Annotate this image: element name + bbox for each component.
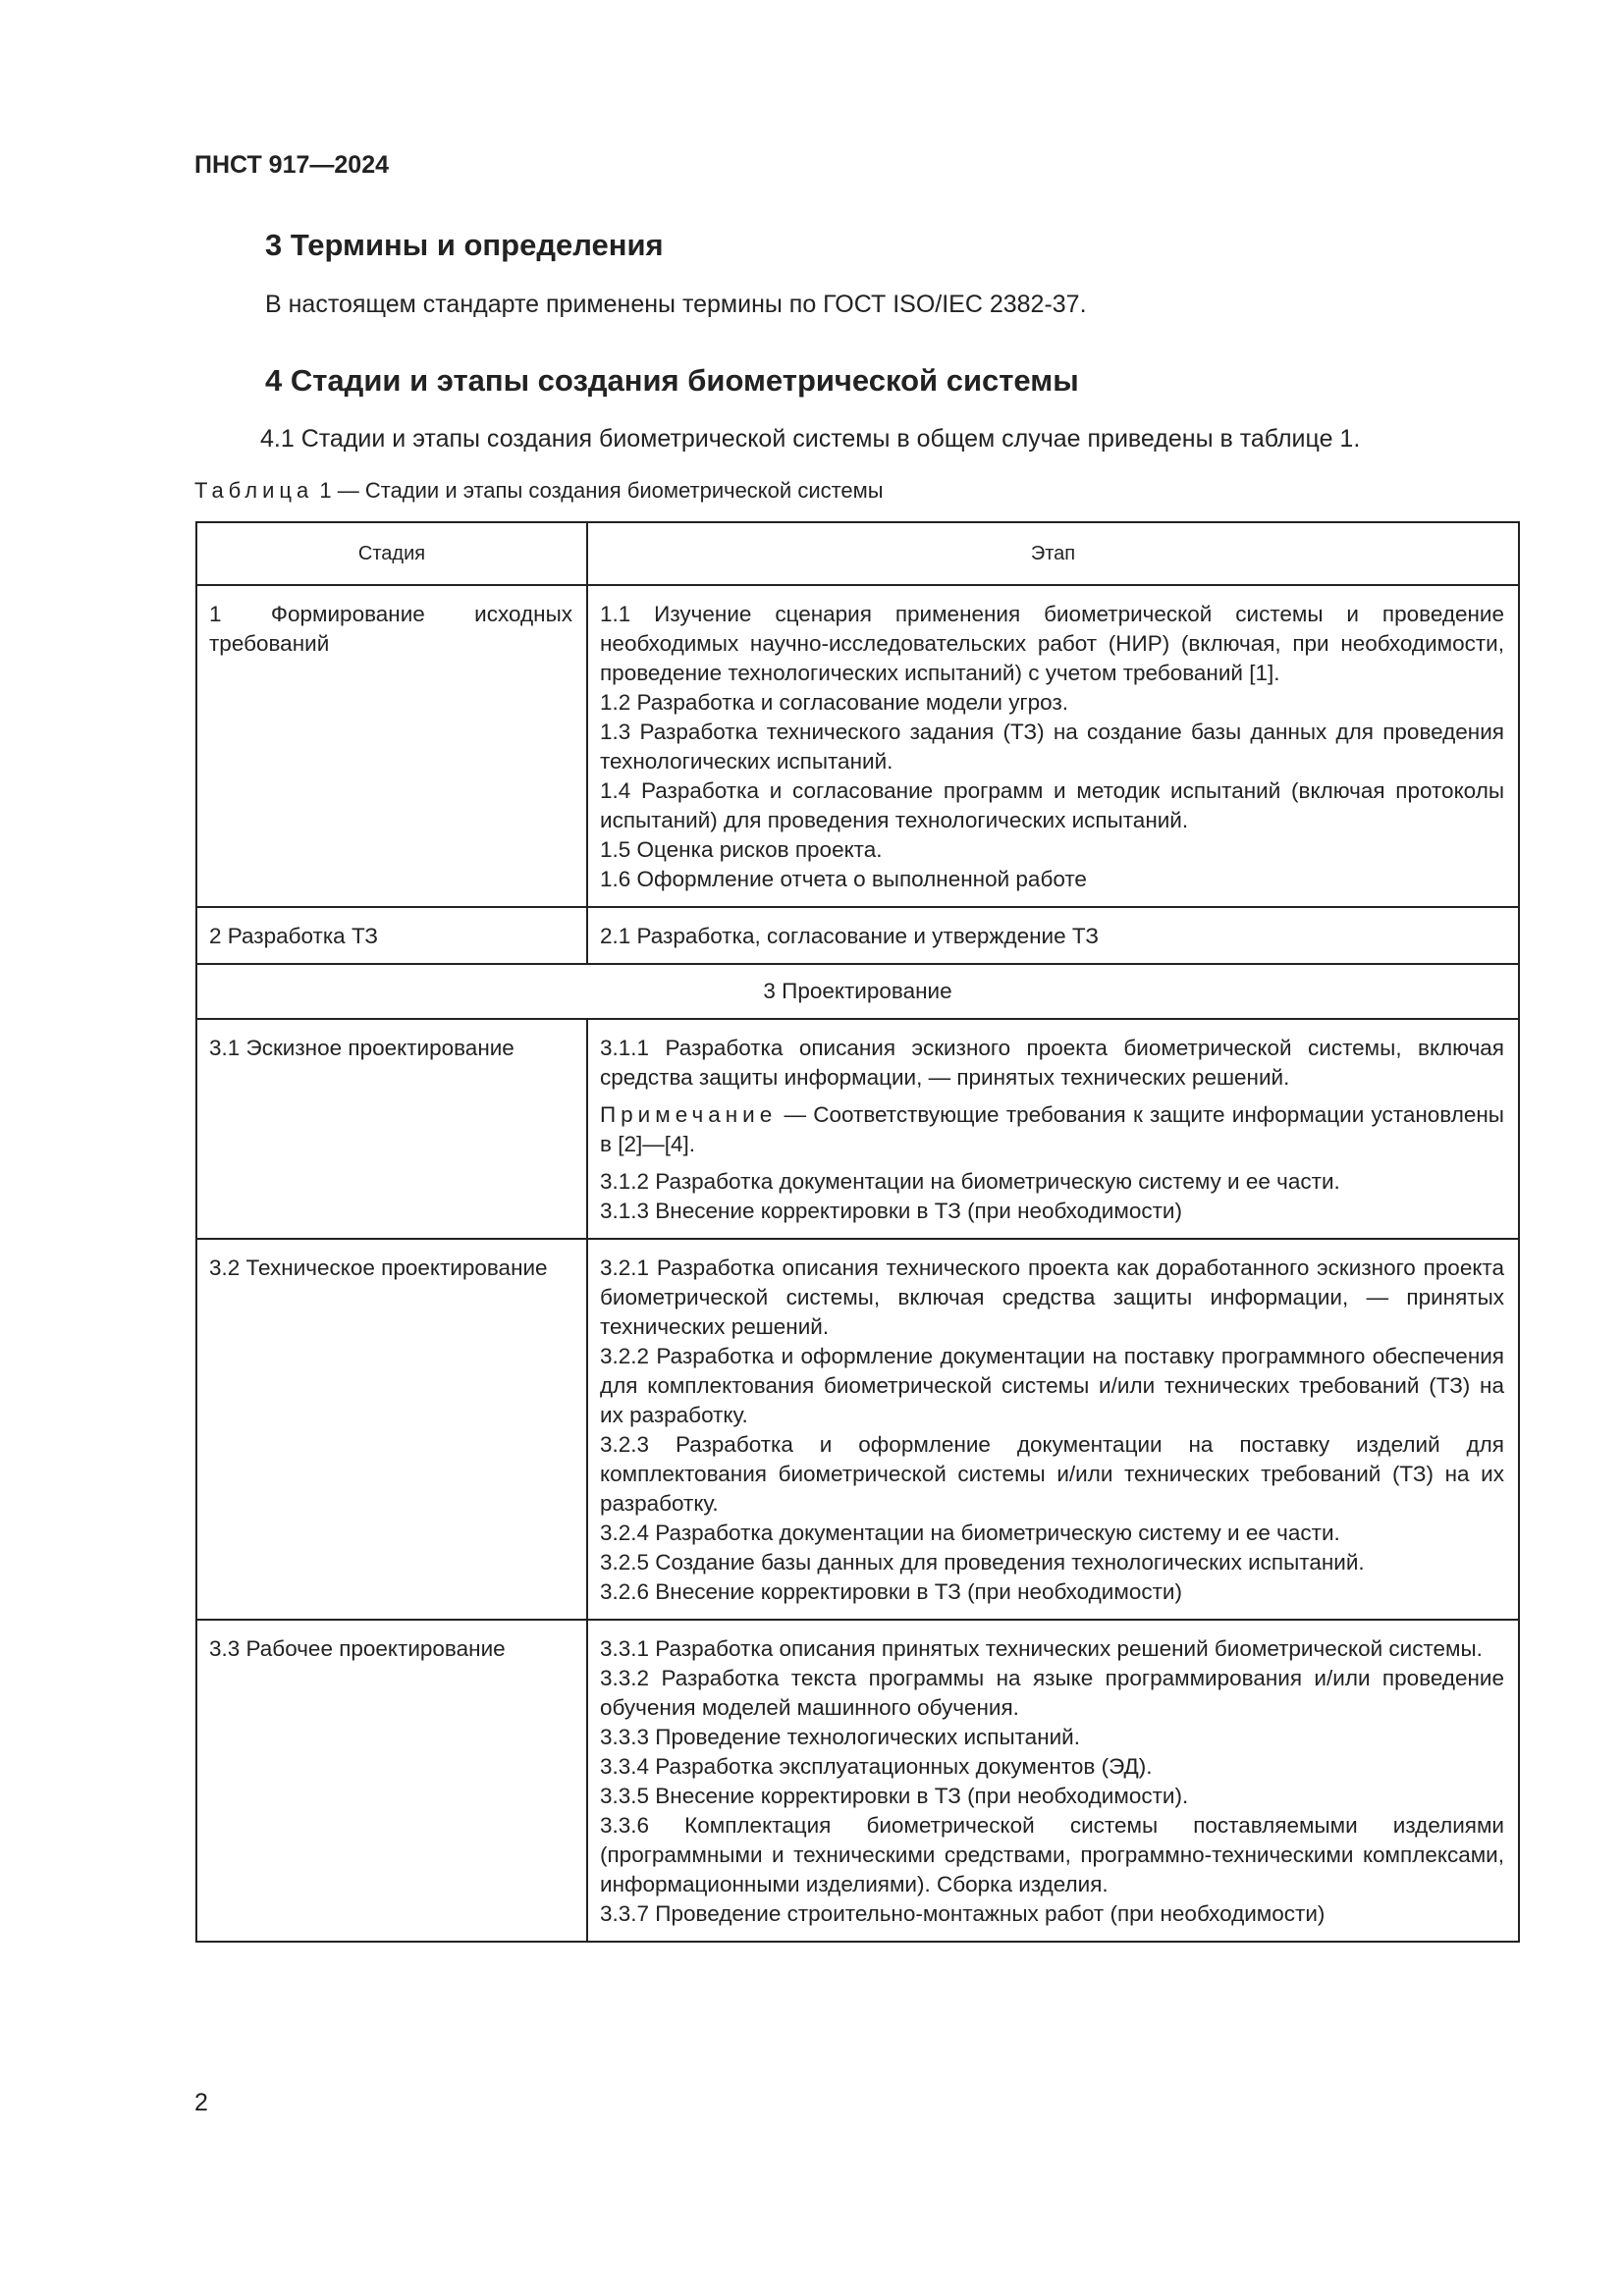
step-item: 2.1 Разработка, согласование и утверждение ТЗ: [600, 924, 1099, 948]
step-item: 3.3.6 Комплектация биометрической системы поставляемыми изделиями (программными и техническими средствами, программно-техническими комплексами, информационными изделиями). Сборка изделия.: [600, 1813, 1504, 1896]
stage-cell: 3.2 Техническое проектирование: [196, 1239, 587, 1620]
page-number: 2: [194, 2089, 208, 2116]
table-row: [196, 585, 1519, 907]
section-4-title: 4 Стадии и этапы создания биометрической системы: [265, 363, 1079, 398]
note-text: — Соответствующие требования к защите информации установлены в [2]—[4].: [600, 1102, 1504, 1156]
section-3-title: 3 Термины и определения: [265, 228, 664, 262]
step-item: 1.4 Разработка и согласование программ и методик испытаний (включая протоколы испытаний) для проведения технологических испытаний.: [600, 778, 1504, 832]
document-code: ПНСТ 917—2024: [194, 151, 389, 179]
caption-label: Таблица: [194, 478, 314, 503]
table-caption: [194, 478, 884, 504]
caption-text: 1 — Стадии и этапы создания биометрической системы: [319, 478, 884, 503]
stage-cell: 3.3 Рабочее проектирование: [196, 1620, 587, 1942]
column-header-stage: Стадия: [196, 522, 587, 585]
step-item: 3.2.4 Разработка документации на биометрическую систему и ее части.: [600, 1521, 1340, 1545]
step-item: 3.3.3 Проведение технологических испытаний.: [600, 1725, 1081, 1749]
step-item: 1.5 Оценка рисков проекта.: [600, 837, 883, 862]
step-item: 1.2 Разработка и согласование модели угроз.: [600, 690, 1069, 715]
step-item: 3.2.6 Внесение корректировки в ТЗ (при необходимости): [600, 1579, 1182, 1604]
step-item: 1.1 Изучение сценария применения биометрической системы и проведение необходимых научно-исследовательских работ (НИР) (включая, при необходимости, проведение технологических испытаний) с учетом требований [1].: [600, 602, 1504, 685]
step-item: 3.3.7 Проведение строительно-монтажных работ (при необходимости): [600, 1901, 1326, 1926]
stage-cell: 3.1 Эскизное проектирование: [196, 1019, 587, 1239]
note-label: Примечание: [600, 1102, 778, 1127]
steps-cell: [587, 907, 1519, 964]
note: [600, 1100, 1504, 1159]
table-row: [196, 1620, 1519, 1942]
table-row: [196, 1239, 1519, 1620]
column-header-step: Этап: [587, 522, 1519, 585]
step-item: 3.2.5 Создание базы данных для проведения технологических испытаний.: [600, 1550, 1365, 1575]
section-4-text: 4.1 Стадии и этапы создания биометрической системы в общем случае приведены в таблице 1.: [260, 425, 1361, 453]
stages-table: [195, 521, 1520, 1943]
stage-cell: 2 Разработка ТЗ: [196, 907, 587, 964]
stage-cell: 1 Формирование исходных требований: [196, 585, 587, 907]
step-item: 3.2.3 Разработка и оформление документации на поставку изделий для комплектования биометрической системы и/или технических требований (ТЗ) на их разработку.: [600, 1432, 1504, 1516]
step-item: 3.1.2 Разработка документации на биометрическую систему и ее части.: [600, 1169, 1340, 1194]
steps-cell: [587, 1620, 1519, 1942]
step-item: 1.6 Оформление отчета о выполненной работе: [600, 867, 1087, 891]
table-row: [196, 1019, 1519, 1239]
step-item: 3.1.1 Разработка описания эскизного проекта биометрической системы, включая средства защиты информации, — принятых технических решений.: [600, 1036, 1504, 1090]
section-row-label: 3 Проектирование: [196, 964, 1519, 1019]
steps-cell: [587, 1239, 1519, 1620]
step-item: 3.2.2 Разработка и оформление документации на поставку программного обеспечения для комплектования биометрической системы и/или технических требований (ТЗ) на их разработку.: [600, 1344, 1504, 1427]
step-item: 3.3.5 Внесение корректировки в ТЗ (при необходимости).: [600, 1784, 1189, 1808]
step-item: 3.3.2 Разработка текста программы на языке программирования и/или проведение обучения моделей машинного обучения.: [600, 1666, 1504, 1720]
steps-cell: [587, 1019, 1519, 1239]
step-item: 1.3 Разработка технического задания (ТЗ) на создание базы данных для проведения технологических испытаний.: [600, 720, 1504, 774]
step-item: 3.2.1 Разработка описания технического проекта как доработанного эскизного проекта биометрической системы, включая средства защиты информации, — принятых технических решений.: [600, 1255, 1504, 1339]
table-row: [196, 907, 1519, 964]
section-3-text: В настоящем стандарте применены термины по ГОСТ ISO/IEC 2382-37.: [265, 291, 1087, 318]
step-item: 3.3.4 Разработка эксплуатационных документов (ЭД).: [600, 1754, 1153, 1779]
table-row: [196, 964, 1519, 1019]
step-item: 3.1.3 Внесение корректировки в ТЗ (при необходимости): [600, 1199, 1182, 1223]
step-item: 3.3.1 Разработка описания принятых технических решений биометрической системы.: [600, 1636, 1483, 1661]
steps-cell: [587, 585, 1519, 907]
